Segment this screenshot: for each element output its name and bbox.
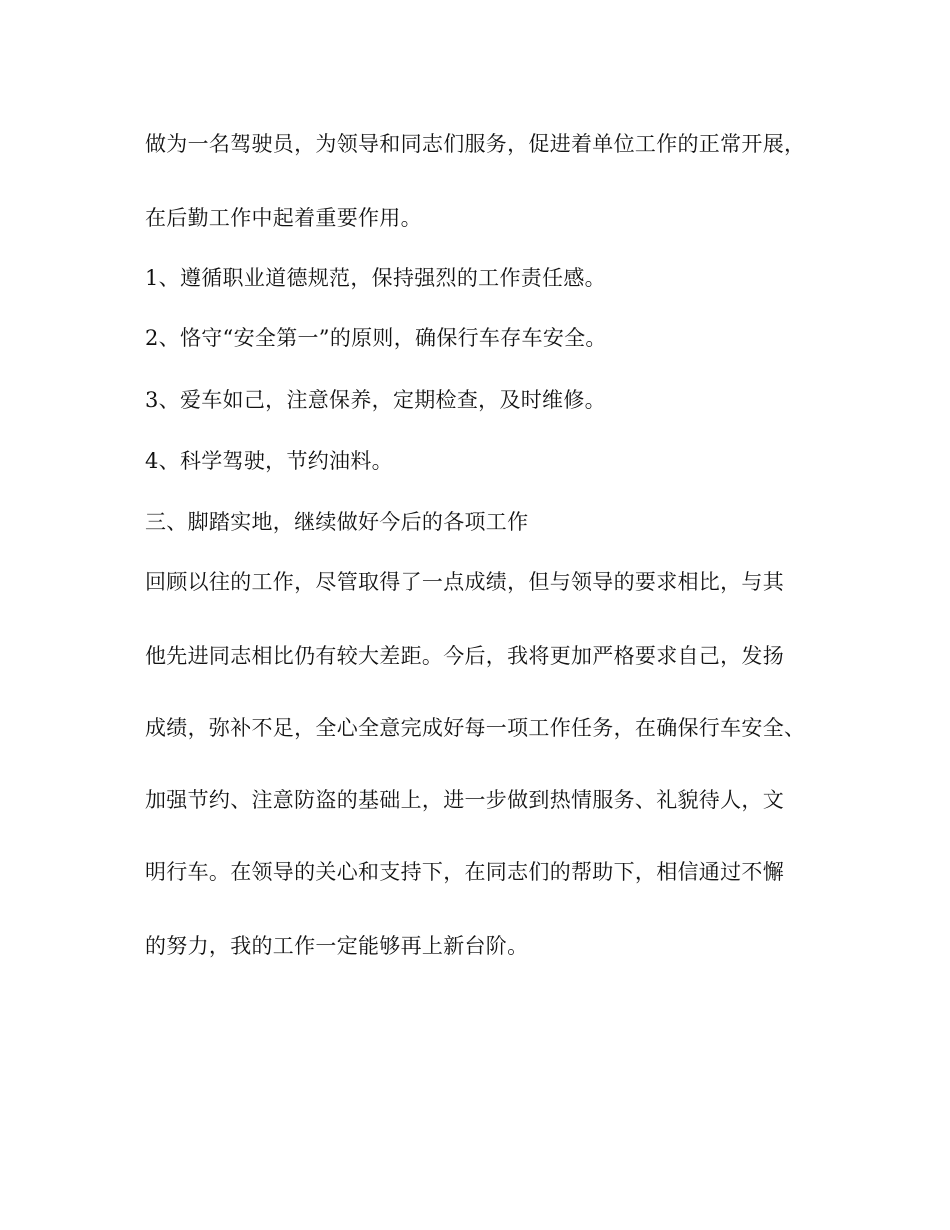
list-item: 2、恪守“安全第一”的原则，确保行车存车安全。 <box>145 326 607 350</box>
paragraph-line: 成绩，弥补不足，全心全意完成好每一项工作任务，在确保行车安全、 <box>145 716 806 740</box>
list-item: 4、科学驾驶，节约油料。 <box>145 449 393 473</box>
list-item: 1、遵循职业道德规范，保持强烈的工作责任感。 <box>145 266 606 290</box>
paragraph-line: 他先进同志相比仍有较大差距。今后，我将更加严格要求自己，发扬 <box>145 644 784 668</box>
list-item: 3、爱车如己，注意保养，定期检查，及时维修。 <box>145 388 606 412</box>
paragraph-line: 的努力，我的工作一定能够再上新台阶。 <box>145 934 529 958</box>
paragraph-line: 在后勤工作中起着重要作用。 <box>145 206 422 230</box>
paragraph-line: 明行车。在领导的关心和支持下，在同志们的帮助下，相信通过不懈 <box>145 860 784 884</box>
paragraph-line: 回顾以往的工作，尽管取得了一点成绩，但与领导的要求相比，与其 <box>145 570 784 594</box>
paragraph-line: 做为一名驾驶员，为领导和同志们服务，促进着单位工作的正常开展， <box>145 132 806 156</box>
paragraph-line: 加强节约、注意防盗的基础上，进一步做到热情服务、礼貌待人，文 <box>145 788 784 812</box>
section-heading: 三、脚踏实地，继续做好今后的各项工作 <box>145 510 529 534</box>
